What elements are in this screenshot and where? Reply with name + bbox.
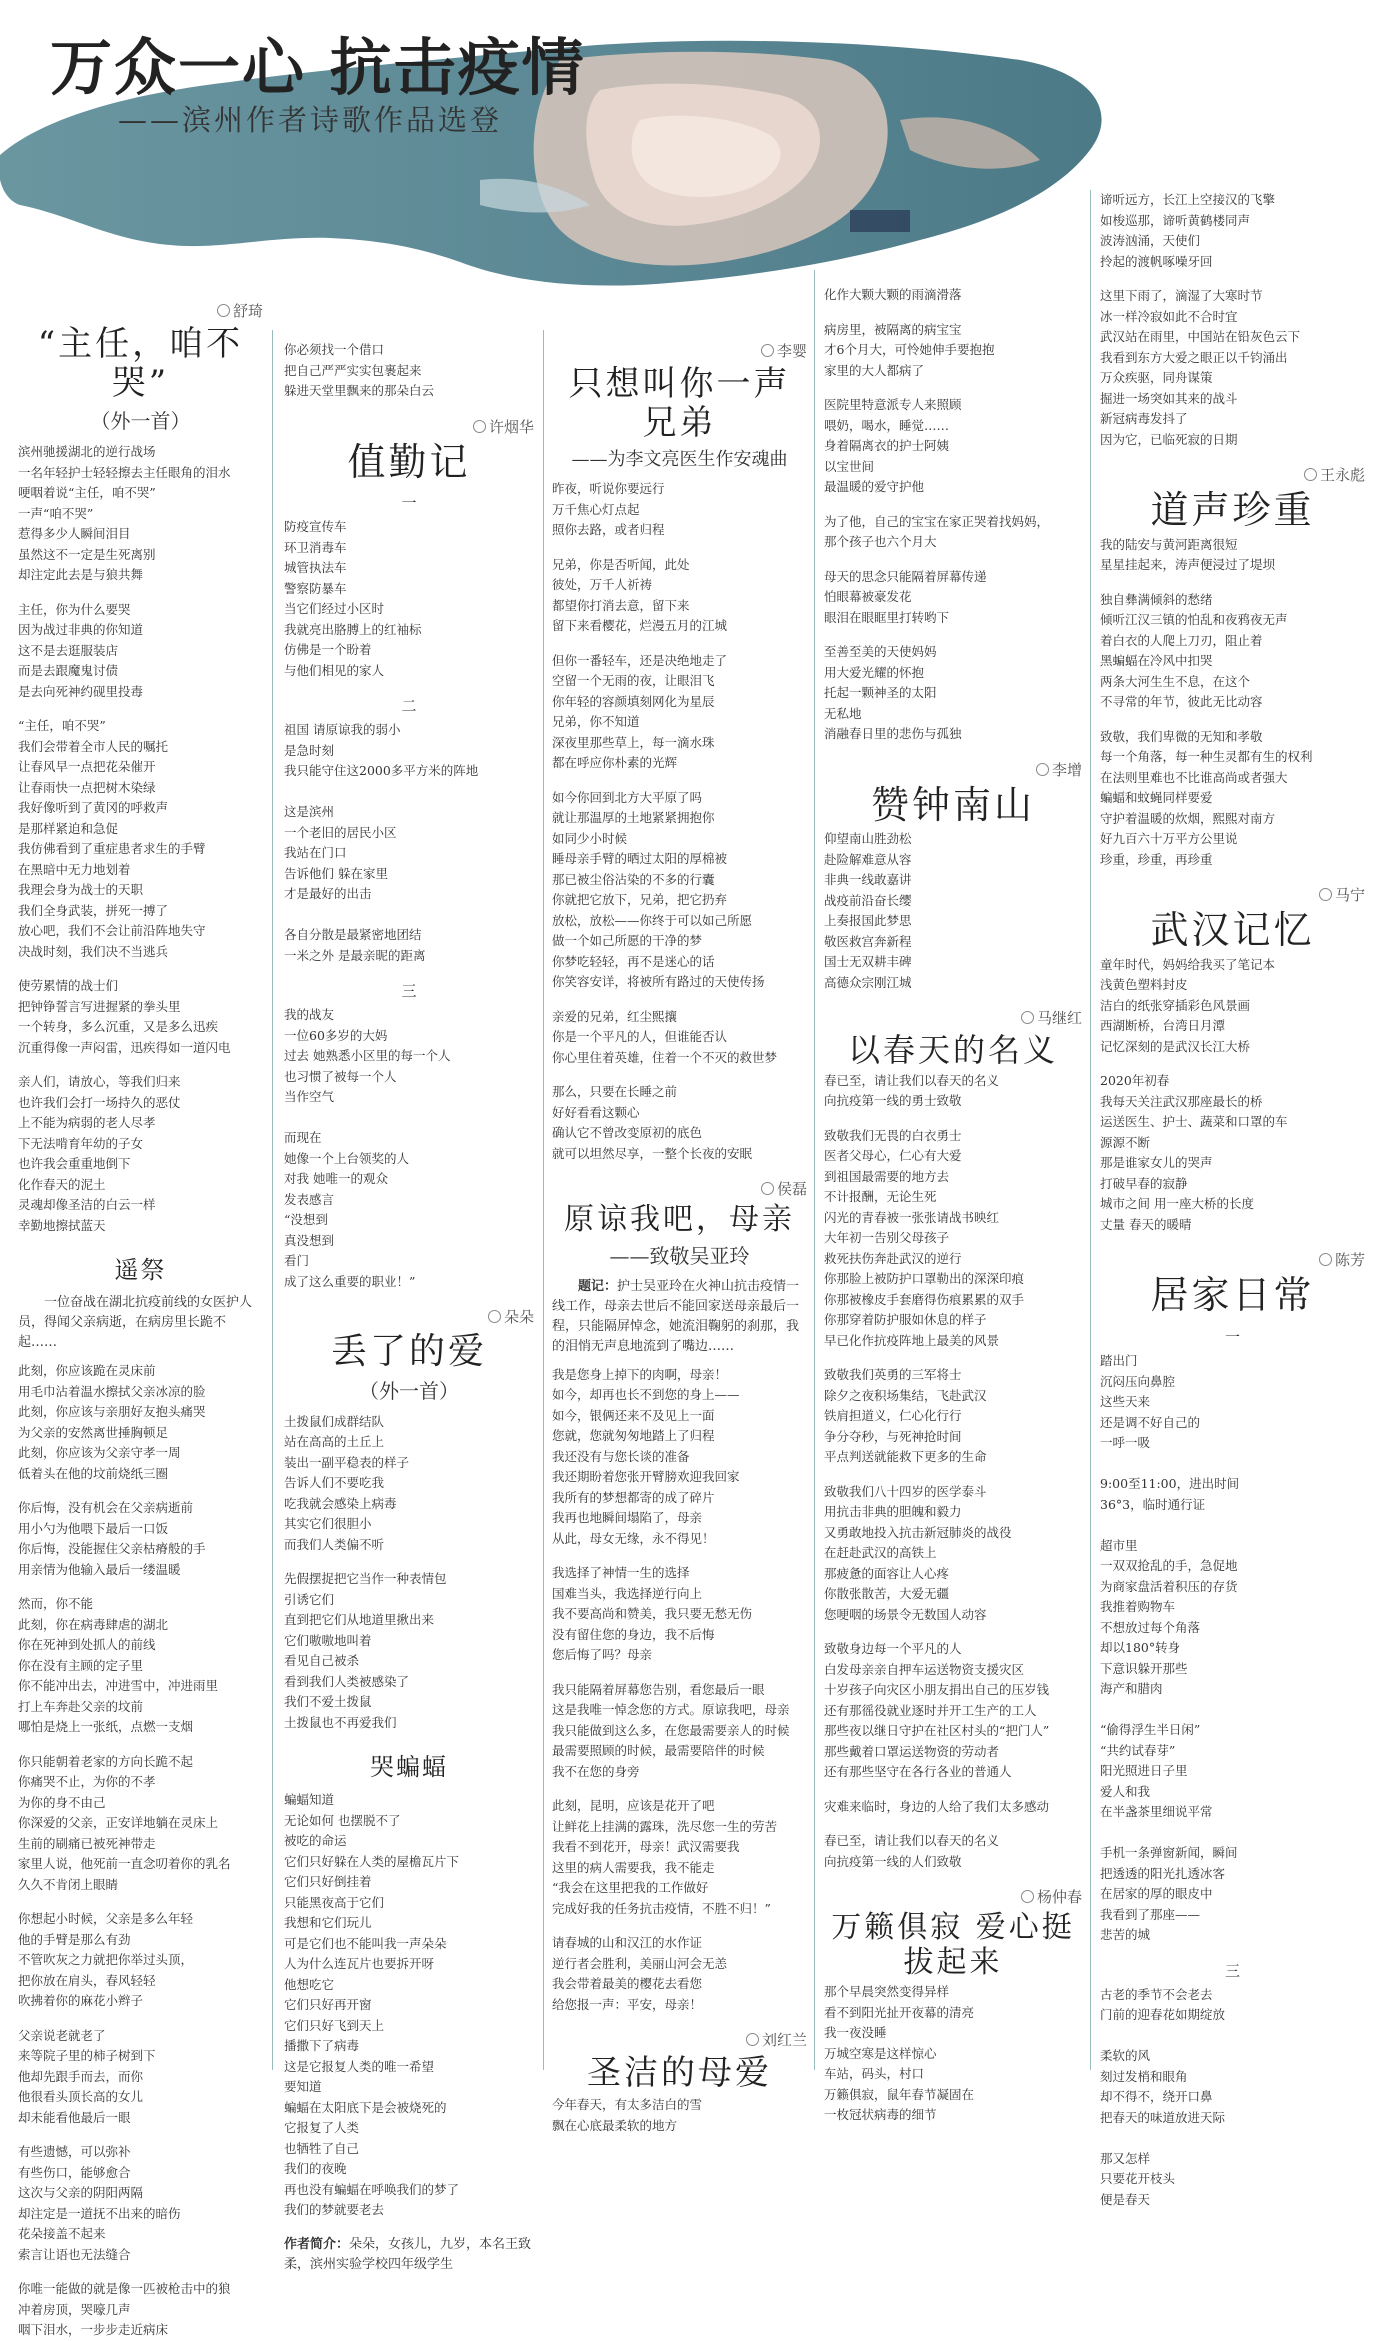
author-bio	[284, 2235, 534, 2275]
note-label: 题记：	[578, 1278, 618, 1294]
poem-subtitle: （外一首）	[359, 1378, 459, 1403]
column-divider	[1090, 190, 1091, 2070]
poem-stanza: 如今你回到北方大平原了吗 就让那温厚的土地紧紧拥抱你 如同少小时候 睡母亲手臂的晒过太阳的厚棉被 那已被尘俗沾染的不多的行囊 你就把它放下，兄弟，把它扔弃 放松，放松——你终于可以如己所愿 做一个如己所愿的干净的梦 你梦吃轻轻，再不是迷心的话 你笑容安详，将被所有路过的天使传扬	[552, 789, 765, 990]
poem-title: 道声珍重	[1150, 488, 1315, 532]
poem-author: 朵朵	[284, 1306, 534, 1327]
section-number: 一	[1224, 1328, 1240, 1347]
poem-stanza: 那个早晨突然变得异样 看不到阳光扯开夜幕的清亮 我一夜没睡 万城空寒是这样惊心 车站，码头，村口 万籁俱寂，鼠年春节凝固在 一枚冠状病毒的细节	[824, 1984, 975, 2123]
poem-stanza: 母天的思念只能隔着屏幕传递 怕眼幕被豪发花 眼泪在眼眶里打转哟下	[824, 568, 987, 625]
poem-subtitle: （外一首）	[90, 409, 191, 434]
poem-stanza: 至善至美的天使妈妈 用大爱光耀的怀抱 托起一颗神圣的太阳 无私地 消融春日里的悲伤与孤独	[824, 644, 962, 741]
poem-title: 原谅我吧，母亲	[564, 1202, 795, 1238]
author-marker-icon	[1319, 1253, 1332, 1266]
poem-title: 哭蝙蝠	[370, 1753, 448, 1782]
poem-title: 万籁俱寂 爱心挺拔起来	[831, 1910, 1075, 1980]
section-number: 三	[401, 982, 417, 1001]
poem-stanza: 致敬身边每一个平凡的人 白发母亲亲自押车运送物资支援灾区 十岁孩子向灾区小朋友捐出自己的压岁钱 还有那徭役就业逐时并开工生产的工人 那些夜以继日守护在社区村头的“把门人” 那些戴着口罩运送物资的劳动者 还有那些坚守在各行各业的普通人	[824, 1641, 1050, 1780]
poem-stanza: 此刻，昆明，应该是花开了吧 让鲜花上挂满的露珠，洗尽您一生的劳苦 我看不到花开，母亲！武汉需要我 这里的病人需要我，我不能走 “我会在这里把我的工作做好 完成好我的任务抗击疫情，不胜不归！”	[552, 1798, 778, 1916]
poem-subtitle: ——致敬吴亚玲	[609, 1243, 750, 1268]
poem-stanza: 2020年初春 我每天关注武汉那座最长的桥 运送医生、护士、蔬菜和口罩的车 源源不断 那是谁家女儿的哭声 打破早春的寂静 城市之间 用一座大桥的长度 丈量 春天的暖晴	[1100, 1073, 1288, 1232]
poem-stanza: 蝙蝠知道 无论如何 也摆脱不了 被吃的命运 它们只好躲在人类的屋檐瓦片下 它们只好倒挂着 只能黑夜高于它们 我想和它们玩儿 可是它们也不能叫我一声朵朵 人为什么连瓦片也要拆开呀 他想吃它 它们只好再开窗 它们只好飞到天上 播撒下了病毒 这是它报复人类的唯一希望 要知道 蝙蝠在太阳底下是会被烧死的 它报复了人类 也牺牲了自己 我们的夜晚 再也没有蝙蝠在呼唤我们的梦了 我们的梦就要老去	[284, 1792, 460, 2218]
poem-stanza: 踏出门 沉闷压向鼻腔 这些天来 还是调不好自己的 一呼一吸 9:00至11:00，进出时间 36°3，临时通行证 超市里 一双双抢乱的手，急促地 为商家盘活着积压的存货 我推着购物车 不想放过每个角落 却以180°转身 下意识躲开那些 海产和腊肉 “偷得浮生半日闲” “共约试春芽” 阳光照进日子里 爱人和我 在半盏茶里细说平常 手机一条弹窗新闻，瞬间 把透透的阳光扎透冰客 在居家的厚的眼皮中 我看到了那座—— 悲苦的城	[1100, 1353, 1240, 1943]
poem-stanza: 你想起小时候，父亲是多么年轻 他的手臂是那么有劲 不管吹灰之力就把你举过头顶， 把你放在肩头，春风轻轻 吹拂着你的麻花小辫子	[18, 1911, 194, 2009]
poem-stanza: 此刻，你应该跪在灵床前 用毛巾沾着温水擦拭父亲冰凉的脸 此刻，你应该与亲朋好友抱头痛哭 为父亲的安然离世捶胸顿足 此刻，你应该为父亲守孝一周 低着头在他的坟前烧纸三圈	[18, 1363, 206, 1481]
poem-title: 遥祭	[114, 1256, 167, 1285]
poem-author: 李婴	[552, 340, 807, 361]
page-subtitle: ——滨州作者诗歌作品选登	[118, 103, 503, 137]
poem-stanza: 仰望南山胜劲松 赴险解难意从容 非典一线敢嘉讲 战疫前沿奋长缨 上奏报国此梦思 敬医救宫奔新程 国士无双耕丰碑 高德众宗刚江城	[824, 831, 912, 990]
poem-author: 王永彪	[1100, 464, 1365, 485]
poem-stanza: 这里下雨了，滴湿了大寒时节 冰一样冷寂如此不合时宜 武汉站在雨里，中国站在铅灰色云下 我看到东方大爱之眼正以千钧涌出 万众疾驱，同舟谋策 掘进一场突如其来的战斗 新冠病毒发抖了 因为它，已临死寂的日期	[1100, 288, 1301, 447]
poem-author: 陈芳	[1100, 1249, 1365, 1270]
poem-stanza: 亲爱的兄弟，红尘熙攘 你是一个平凡的人，但谁能否认 你心里住着英雄，住着一个不灭的救世梦	[552, 1008, 778, 1065]
column-3	[552, 340, 807, 2133]
poem-stanza: 灾难来临时，身边的人给了我们太多感动	[824, 1798, 1050, 1814]
author-marker-icon	[761, 1182, 774, 1195]
author-marker-icon	[1319, 888, 1332, 901]
poem-stanza: 致敬我们无畏的白衣勇士 医者父母心，仁心有大爱 到祖国最需要的地方去 不计报酬，无论生死 闪光的青春被一张张请战书映红 大年初一告别父母孩子 救死扶伤奔赴武汉的逆行 你那脸上被防护口罩勒出的深深印痕 你那被橡皮手套磨得伤痕累累的双手 你那穿着防护服如休息的样子 早已化作抗疫阵地上最美的风景	[824, 1127, 1025, 1348]
poem-author: 刘红兰	[552, 2029, 807, 2050]
poem-author: 马继红	[824, 1007, 1082, 1028]
poem-stanza: 然而，你不能 此刻，你在病毒肆虐的湖北 你在死神到处抓人的前线 你在没有主顾的定子里 你不能冲出去，冲进雪中，冲进雨里 打上车奔赴父亲的坟前 哪怕是烧上一张纸，点燃一支烟	[18, 1596, 219, 1735]
poem-stanza: 你必须找一个借口 把自己严严实实包裹起来 躲进天堂里飘来的那朵白云	[284, 342, 435, 398]
poem-title: 以春天的名义	[847, 1031, 1058, 1070]
poem-stanza: 致敬我们英勇的三军将士 除夕之夜积场集结，飞赴武汉 铁肩担道义，仁心化行行 争分夺秒，与死神抢时间 平点判送就能救下更多的生命	[824, 1367, 987, 1465]
column-5	[1100, 190, 1365, 2207]
poem-stanza: 滨州驰援湖北的逆行战场 一名年轻护士轻轻擦去主任眼角的泪水 哽咽着说“主任，咱不哭” 一声“咱不哭” 惹得多少人瞬间泪目 虽然这不一定是生死离别 却注定此去是与狼共舞	[18, 444, 231, 583]
poem-stanza: 童年时代，妈妈给我买了笔记本 浅黄色塑料封皮 洁白的纸张穿插彩色风景画 西湖断桥，台湾日月潭 记忆深刻的是武汉长江大桥	[1100, 956, 1276, 1054]
poem-stanza: 你只能朝着老家的方向长跪不起 你痛哭不止，为你的不孝 为你的身不由己 你深爱的父亲，正安详地躺在灵床上 生前的刷痛已被死神带走 家里人说，他死前一直念叨着你的乳名 久久不肯闭上眼睛	[18, 1753, 231, 1892]
poem-stanza: 我的陆安与黄河距离很短 星星挂起来，涛声便浸过了堤坝	[1100, 536, 1276, 573]
poem-stanza: 主任，你为什么要哭 因为战过非典的你知道 这不是去逛服装店 而是去跟魔鬼讨债 是去向死神约砚里投毒	[18, 601, 144, 699]
column-divider	[543, 330, 544, 2070]
poem-stanza: 你后悔，没有机会在父亲病逝前 用小勺为他喂下最后一口饭 你后悔，没能握住父亲枯瘠般的手 用亲情为他输入最后一缕温暖	[18, 1500, 206, 1577]
column-2	[284, 340, 534, 2272]
poem-stanza: 使劳累情的战士们 把钟铮誓言写进握紧的拳头里 一个转身，多么沉重，又是多么迅疾 沉重得像一声闷雷，迅疾得如一道闪电	[18, 978, 231, 1055]
poem-author: 侯磊	[552, 1178, 807, 1199]
poem-note	[552, 1277, 807, 1357]
poem-note: 一位奋战在湖北抗疫前线的女医护人员，得闻父亲病逝，在病房里长跪不起……	[18, 1295, 253, 1351]
poem-title: 赞钟南山	[870, 782, 1035, 827]
poem-stanza: 亲人们，请放心，等我们归来 也许我们会打一场持久的恶仗 上不能为病弱的老人尽孝 下无法啃育年幼的子女 也许我会重重地倒下 化作春天的泥土 灵魂却像圣洁的白云一样 幸勤地擦拭蓝天	[18, 1074, 181, 1233]
poem-stanza: 春已至，请让我们以春天的名义 向抗疫第一线的勇士致敬	[824, 1072, 1000, 1109]
poem-stanza: 先假摆捉把它当作一种表情包 引诱它们 直到把它们从地道里揪出来 它们嗷嗷地叫着 看见自己被杀 看到我们人类被感染了 我们不爱土拨鼠 土拨鼠也不再爱我们	[284, 1571, 447, 1730]
poem-stanza: 病房里，被隔离的病宝宝 才6个月大，可怜她伸手要抱抱 家里的大人都病了	[824, 321, 995, 378]
poem-stanza: 致敬，我们卑微的无知和孝敬 每一个角落，每一种生灵都有生的权利 在法则里难也不比谁高尚或者强大 蝙蝠和蚊蝇同样要爱 守护着温暖的炊烟，熙熙对南方 好九百六十万平方公里说 珍重，珍重，再珍重	[1100, 728, 1313, 867]
poem-stanza: 那么，只要在长睡之前 好好看看这颗心 确认它不曾改变原初的底色 就可以坦然尽享，一整个长夜的安眠	[552, 1084, 753, 1161]
bio-label: 作者简介：	[284, 2236, 350, 2252]
poem-stanza: 土拨鼠们成群结队 站在高高的土丘上 装出一副平稳表的样子 告诉人们不要吃我 吃我就会感染上病毒 其实它们很胆小 而我们人类偏不听	[284, 1413, 410, 1552]
poem-stanza: 你唯一能做的就是像一匹被枪击中的狼 冲着房顶，哭嚎几声 咽下泪水，一步步走近病床	[18, 2281, 231, 2338]
poem-stanza: 为了他，自己的宝宝在家正哭着找妈妈， 那个孩子也六个月大	[824, 513, 1050, 549]
column-divider	[272, 330, 273, 2070]
poem-title: 圣洁的母爱	[587, 2053, 772, 2094]
author-marker-icon	[761, 344, 774, 357]
poem-stanza: 祖国 请原谅我的弱小 是急时刻 我只能守住这2000多平方米的阵地 这是滨州 一个老旧的居民小区 我站在门口 告诉他们 躲在家里 才是最好的出击 各自分散是最紧密地团结 一米之外 是最亲昵的距离	[284, 722, 479, 963]
author-marker-icon	[1021, 1890, 1034, 1903]
poem-stanza: 但你一番轻车，还是决绝地走了 空留一个无雨的夜，让眼泪飞 你年轻的容颜填刻网化为星辰 兄弟，你不知道 深夜里那些草上，每一滴水珠 都在呼应你朴素的光辉	[552, 652, 728, 771]
poem-stanza: 请春城的山和汉江的水作证 逆行者会胜利，美丽山河会无恙 我会带着最美的樱花去看您 给您报一声：平安，母亲！	[552, 1935, 728, 2012]
poem-title: 只想叫你一声兄弟	[568, 364, 791, 444]
poem-author: 杨仲春	[824, 1886, 1082, 1907]
column-1	[18, 300, 263, 2338]
poem-author: 许烟华	[284, 416, 534, 437]
page-title: 万众一心 抗击疫情	[50, 31, 586, 104]
poem-title: 值勤记	[347, 439, 471, 484]
author-marker-icon	[488, 1310, 501, 1323]
poem-title: “主任，咱不哭”	[37, 324, 244, 404]
bio-text: 朵朵，女孩儿，九岁，本名王致柔，滨州实验学校四年级学生	[284, 2236, 532, 2272]
poem-stanza: 我是您身上掉下的肉啊，母亲！ 如今，却再也长不到您的身上—— 如今，银俩还来不及见上一面 您就，您就匆匆地踏上了归程 我还没有与您长谈的准备 我还期盼着您张开臂膀欢迎我回家 我所有的梦想都寄的成了碎片 我再也地瞬间塌陷了，母亲 从此，母女无缘，永不得见！	[552, 1366, 740, 1546]
poem-stanza: 独自彝满倾斜的愁绪 倾听江汉三镇的怕乱和夜鸦夜无声 着白衣的人爬上刀刃，阻止着 黑蝙蝠在冷风中扣哭 两条大河生生不息，在这个 不寻常的年节，彼此无比动容	[1100, 591, 1288, 710]
poem-stanza: 防疫宣传车 环卫消毒车 城管执法车 警察防暴车 当它们经过小区时 我就亮出胳膊上的红袖标 仿佛是一个盼着 与他们相见的家人	[284, 519, 422, 678]
poem-stanza: 医院里特意派专人来照顾 喂奶，喝水，睡觉…… 身着隔离衣的护士阿姨 以宝世间 最温暖的爱守护他	[824, 397, 962, 494]
poem-stanza: 古老的季节不会老去 门前的迎春花如期绽放 柔软的风 刻过发梢和眼角 却不得不，绕开口鼻 把春天的味道放进天际 那又怎样 只要花开枝头 便是春天	[1100, 1986, 1226, 2207]
poem-title: 武汉记忆	[1150, 908, 1315, 953]
author-marker-icon	[746, 2033, 759, 2046]
author-marker-icon	[217, 304, 230, 317]
poem-stanza: 致敬我们八十四岁的医学泰斗 用抗击非典的胆魄和毅力 又勇敢地投入抗击新冠肺炎的战役 在赶赴武汉的高铁上 那疲惫的面容让人心疼 你散张散苦，大爱无疆 您哽咽的场景令无数国人动容	[824, 1483, 1012, 1622]
poem-stanza: 昨夜，听说你要远行 万千焦心灯点起 照你去路，或者归程	[552, 481, 665, 538]
poem-author: 舒琦	[18, 300, 263, 321]
poem-stanza: 春已至，请让我们以春天的名义 向抗疫第一线的人们致敬	[824, 1833, 1000, 1869]
section-number: 一	[401, 494, 417, 513]
poem-title: 丢了的爱	[330, 1331, 487, 1373]
poem-title: 居家日常	[1150, 1273, 1315, 1318]
author-marker-icon	[1036, 763, 1049, 776]
column-divider	[814, 270, 815, 2070]
section-number: 二	[401, 697, 417, 716]
author-marker-icon	[1021, 1011, 1034, 1024]
note-text: 护士吴亚玲在火神山抗击疫情一线工作，母亲去世后不能回家送母亲最后一程，只能隔屏悼念，她流泪鞠躬的刹那，我的泪悄无声息地流到了嘴边……	[552, 1278, 800, 1354]
poem-stanza: 今年春天，有太多洁白的雪 飘在心底最柔软的地方	[552, 2097, 703, 2133]
poem-subtitle: ——为李文亮医生作安魂曲	[571, 449, 788, 471]
column-4	[824, 285, 1082, 2123]
poem-stanza: 我的战友 一位60多岁的大妈 过去 她熟悉小区里的每一个人 也习惯了被每一个人 当作空气 而现在 她像一个上台领奖的人 对我 她唯一的观众 发表感言 “没想到 真没想到 看门 成了这么重要的职业！”	[284, 1007, 451, 1289]
poem-stanza: 兄弟，你是否听闻，此处 彼处，万千人祈祷 都望你打消去意，留下来 留下来看樱花，烂漫五月的江城	[552, 556, 728, 634]
poem-stanza: 父亲说老就老了 来等院子里的柿子树到下 他却先跟手而去，而你 他很看头顶长高的女儿 却未能看他最后一眼	[18, 2027, 156, 2125]
poem-stanza: 化作大颗大颗的雨滴滑落	[824, 287, 962, 302]
poem-author: 马宁	[1100, 884, 1365, 905]
section-number: 三	[1224, 1961, 1240, 1980]
poem-stanza: “主任，咱不哭” 我们会带着全市人民的嘱托 让春风早一点把花朵催开 让春雨快一点把树木染绿 我好像听到了黄冈的呼救声 是那样紧迫和急促 我仿佛看到了重症患者求生的手臂 在黑暗中无力地划着 我理会身为战士的天职 我们全身武装，拼死一搏了 放心吧，我们不会让前沿阵地失守 决战时刻，我们决不当逃兵	[18, 718, 206, 959]
poem-stanza: 有些遗憾，可以弥补 有些伤口，能够愈合 这次与父亲的阴阳两隔 却注定是一道抚不出来的暗伤 花朵接盖不起来 索言让语也无法缝合	[18, 2144, 181, 2262]
author-marker-icon	[473, 420, 486, 433]
poem-stanza: 我选择了神情一生的选择 国难当头，我选择逆行向上 我不要高尚和赞美，我只要无愁无伤 没有留住您的身边，我不后悔 您后悔了吗？母亲	[552, 1565, 753, 1663]
poem-stanza: 谛听远方，长江上空接汉的飞擎 如梭巡那，谛听黄鹤楼同声 波涛汹涌，天使们 拎起的渡帆啄噪牙回	[1100, 192, 1276, 269]
poem-author: 李增	[824, 759, 1082, 780]
poem-stanza: 我只能隔着屏幕您告别，看您最后一眼 这是我唯一悼念您的方式。原谅我吧，母亲 我只能做到这么多，在您最需要亲人的时候 最需要照顾的时候，最需要陪伴的时候 我不在您的身旁	[552, 1681, 790, 1779]
author-marker-icon	[1304, 468, 1317, 481]
